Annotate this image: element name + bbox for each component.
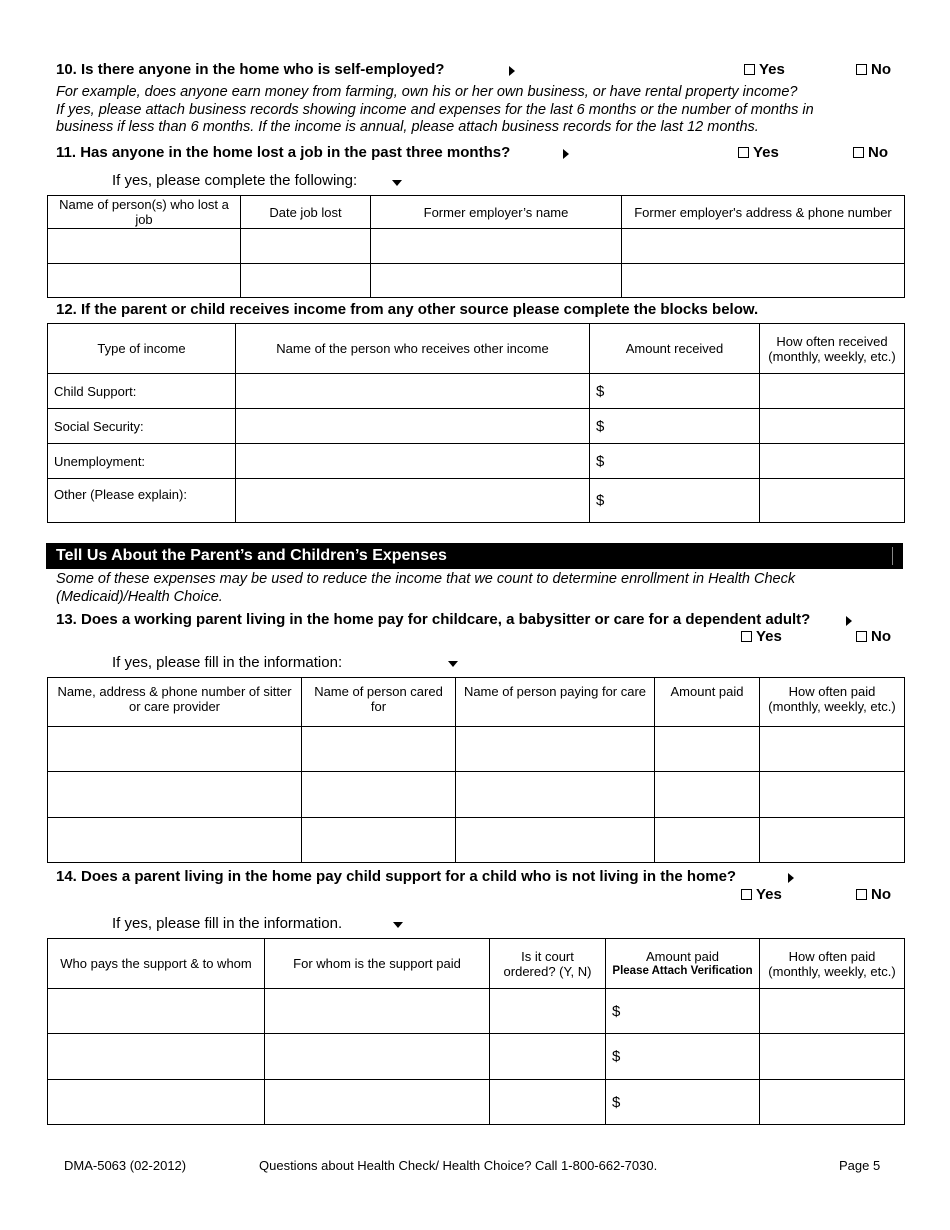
q13-question: 13. Does a working parent living in the home pay for childcare, a babysitter or care for a dependent adult?	[56, 611, 811, 628]
q13-header-provider: Name, address & phone number of sitter or care provider	[48, 678, 302, 727]
input-cell[interactable]	[760, 479, 905, 523]
arrow-right-icon	[563, 149, 569, 159]
input-cell[interactable]	[655, 818, 760, 863]
input-cell[interactable]	[760, 1034, 905, 1080]
input-cell[interactable]	[236, 409, 590, 444]
q14-instruction: If yes, please fill in the information.	[112, 915, 343, 932]
q11-header-date: Date job lost	[241, 196, 371, 229]
q14-header-payer: Who pays the support & to whom	[48, 939, 265, 989]
table-row	[48, 818, 905, 863]
checkbox-icon[interactable]	[738, 147, 749, 158]
currency-symbol: $	[596, 417, 605, 435]
input-cell[interactable]	[760, 409, 905, 444]
currency-symbol: $	[612, 1093, 621, 1111]
q11-instruction: If yes, please complete the following:	[112, 172, 358, 189]
section-text-1: Some of these expenses may be used to reduce the income that we count to determine enrollment in Health Check	[56, 571, 796, 587]
input-cell[interactable]	[655, 772, 760, 818]
arrow-down-icon	[392, 180, 402, 186]
table-row	[48, 374, 905, 409]
arrow-right-icon	[509, 66, 515, 76]
input-cell[interactable]	[490, 1034, 606, 1080]
currency-symbol: $	[612, 1048, 621, 1065]
q14-no-option[interactable]	[856, 886, 891, 903]
q13-yes-label: Yes	[756, 628, 782, 645]
q13-yes-option[interactable]	[741, 628, 782, 645]
q13-instruction: If yes, please fill in the information:	[112, 654, 343, 671]
input-cell[interactable]	[265, 989, 490, 1034]
input-cell[interactable]	[48, 818, 302, 863]
input-cell[interactable]	[490, 1080, 606, 1125]
amount-cell[interactable]	[590, 374, 760, 409]
q11-header-address: Former employer's address & phone number	[622, 196, 905, 229]
q10-text-2: If yes, please attach business records showing income and expenses for the last 6 months or the number of months in	[56, 101, 814, 118]
section-title: Tell Us About the Parent’s and Children’s Expenses	[56, 547, 447, 564]
amount-cell[interactable]	[606, 1034, 760, 1080]
input-cell[interactable]	[456, 818, 655, 863]
section-header	[46, 543, 903, 569]
q13-no-label: No	[871, 628, 891, 645]
q13-table	[47, 677, 905, 863]
q10-no-option[interactable]	[856, 61, 891, 78]
amount-cell[interactable]	[590, 444, 760, 479]
input-cell[interactable]	[241, 264, 371, 298]
input-cell[interactable]	[302, 772, 456, 818]
arrow-right-icon	[846, 616, 852, 626]
q11-no-label: No	[868, 144, 888, 161]
input-cell[interactable]	[371, 264, 622, 298]
input-cell[interactable]	[48, 727, 302, 772]
input-cell[interactable]	[265, 1034, 490, 1080]
input-cell[interactable]	[490, 989, 606, 1034]
table-row	[48, 264, 905, 298]
input-cell[interactable]	[655, 727, 760, 772]
amount-cell[interactable]	[606, 1080, 760, 1125]
income-type-label: Unemployment:	[48, 444, 236, 479]
q14-question: 14. Does a parent living in the home pay child support for a child who is not living in the home?	[56, 868, 737, 885]
q14-header-frequency: How often paid (monthly, weekly, etc.)	[760, 939, 905, 989]
currency-symbol: $	[596, 492, 605, 509]
input-cell[interactable]	[371, 229, 622, 264]
input-cell[interactable]	[236, 444, 590, 479]
q14-yes-option[interactable]	[741, 886, 782, 903]
q14-header-court: Is it court ordered? (Y, N)	[490, 939, 606, 989]
checkbox-icon[interactable]	[853, 147, 864, 158]
input-cell[interactable]	[48, 1034, 265, 1080]
input-cell[interactable]	[760, 444, 905, 479]
q12-question: 12. If the parent or child receives income from any other source please complete the blocks below.	[56, 301, 759, 318]
checkbox-icon[interactable]	[744, 64, 755, 75]
checkbox-icon[interactable]	[856, 889, 867, 900]
section-intro	[56, 571, 916, 606]
input-cell[interactable]	[760, 727, 905, 772]
checkbox-icon[interactable]	[856, 64, 867, 75]
q12-header-type: Type of income	[48, 324, 236, 374]
table-row	[48, 444, 905, 479]
q13-header-frequency: How often paid (monthly, weekly, etc.)	[760, 678, 905, 727]
arrow-down-icon	[448, 661, 458, 667]
section-text-2: (Medicaid)/Health Choice.	[56, 588, 223, 605]
checkbox-icon[interactable]	[741, 889, 752, 900]
input-cell[interactable]	[760, 1080, 905, 1125]
q14-header-amount-label: Amount paid	[646, 949, 719, 964]
divider	[892, 547, 893, 565]
q12-header-name: Name of the person who receives other income	[236, 324, 590, 374]
input-cell[interactable]	[48, 989, 265, 1034]
q12-header-frequency: How often received (monthly, weekly, etc.)	[760, 324, 905, 374]
input-cell[interactable]	[48, 229, 241, 264]
input-cell[interactable]	[236, 374, 590, 409]
income-type-label: Child Support:	[48, 374, 236, 409]
table-row	[48, 229, 905, 264]
table-row	[48, 1080, 905, 1125]
q10-yes-label: Yes	[759, 61, 785, 78]
amount-cell[interactable]	[606, 989, 760, 1034]
input-cell[interactable]	[48, 772, 302, 818]
q14-header-amount	[606, 939, 760, 989]
arrow-down-icon	[393, 922, 403, 928]
table-row	[48, 989, 905, 1034]
checkbox-icon[interactable]	[741, 631, 752, 642]
input-cell[interactable]	[265, 1080, 490, 1125]
input-cell[interactable]	[760, 818, 905, 863]
q10-text-3: business if less than 6 months. If the income is annual, please attach business records for the last 12 months.	[56, 119, 759, 135]
amount-cell[interactable]	[590, 409, 760, 444]
q11-yes-label: Yes	[753, 144, 779, 161]
input-cell[interactable]	[48, 1080, 265, 1125]
page-number: Page 5	[839, 1158, 881, 1173]
currency-symbol: $	[596, 382, 605, 400]
table-row	[48, 1034, 905, 1080]
q10-no-label: No	[871, 61, 891, 78]
amount-cell[interactable]	[590, 479, 760, 523]
table-row	[48, 772, 905, 818]
q10-instructions	[56, 84, 916, 137]
input-cell[interactable]	[456, 772, 655, 818]
currency-symbol: $	[612, 1002, 621, 1020]
q12-table	[47, 323, 905, 523]
input-cell[interactable]	[760, 989, 905, 1034]
q11-table	[47, 195, 905, 298]
q14-header-for-whom: For whom is the support paid	[265, 939, 490, 989]
currency-symbol: $	[596, 452, 605, 470]
q13-no-option[interactable]	[856, 628, 891, 645]
table-row	[48, 479, 905, 523]
income-type-label: Other (Please explain):	[48, 479, 236, 523]
q11-no-option[interactable]	[853, 144, 888, 161]
input-cell[interactable]	[48, 264, 241, 298]
contact-info: Questions about Health Check/ Health Choice? Call 1-800-662-7030.	[259, 1158, 658, 1173]
q14-yes-label: Yes	[756, 886, 782, 903]
table-row	[48, 727, 905, 772]
q10-text-1: For example, does anyone earn money from farming, own his or her own business, or have rental property income?	[56, 84, 798, 100]
input-cell[interactable]	[760, 374, 905, 409]
q11-header-name: Name of person(s) who lost a job	[48, 196, 241, 229]
q11-header-employer: Former employer’s name	[371, 196, 622, 229]
input-cell[interactable]	[302, 818, 456, 863]
q11-question: 11. Has anyone in the home lost a job in the past three months?	[56, 144, 511, 161]
input-cell[interactable]	[302, 727, 456, 772]
form-id: DMA-5063 (02-2012)	[64, 1158, 187, 1173]
q12-header-amount: Amount received	[590, 324, 760, 374]
q14-no-label: No	[871, 886, 891, 903]
q14-amount-note: Please Attach Verification	[612, 965, 753, 977]
q11-yes-option[interactable]	[738, 144, 779, 161]
income-type-label: Social Security:	[48, 409, 236, 444]
table-row	[48, 409, 905, 444]
q13-header-cared-for: Name of person cared for	[302, 678, 456, 727]
input-cell[interactable]	[622, 229, 905, 264]
q10-question: 10. Is there anyone in the home who is self-employed?	[56, 61, 445, 78]
q10-yes-option[interactable]	[744, 61, 785, 78]
arrow-right-icon	[788, 873, 794, 883]
input-cell[interactable]	[456, 727, 655, 772]
input-cell[interactable]	[241, 229, 371, 264]
input-cell[interactable]	[236, 479, 590, 523]
checkbox-icon[interactable]	[856, 631, 867, 642]
q13-header-payer: Name of person paying for care	[456, 678, 655, 727]
q14-table	[47, 938, 905, 1125]
q13-header-amount: Amount paid	[655, 678, 760, 727]
input-cell[interactable]	[622, 264, 905, 298]
input-cell[interactable]	[760, 772, 905, 818]
